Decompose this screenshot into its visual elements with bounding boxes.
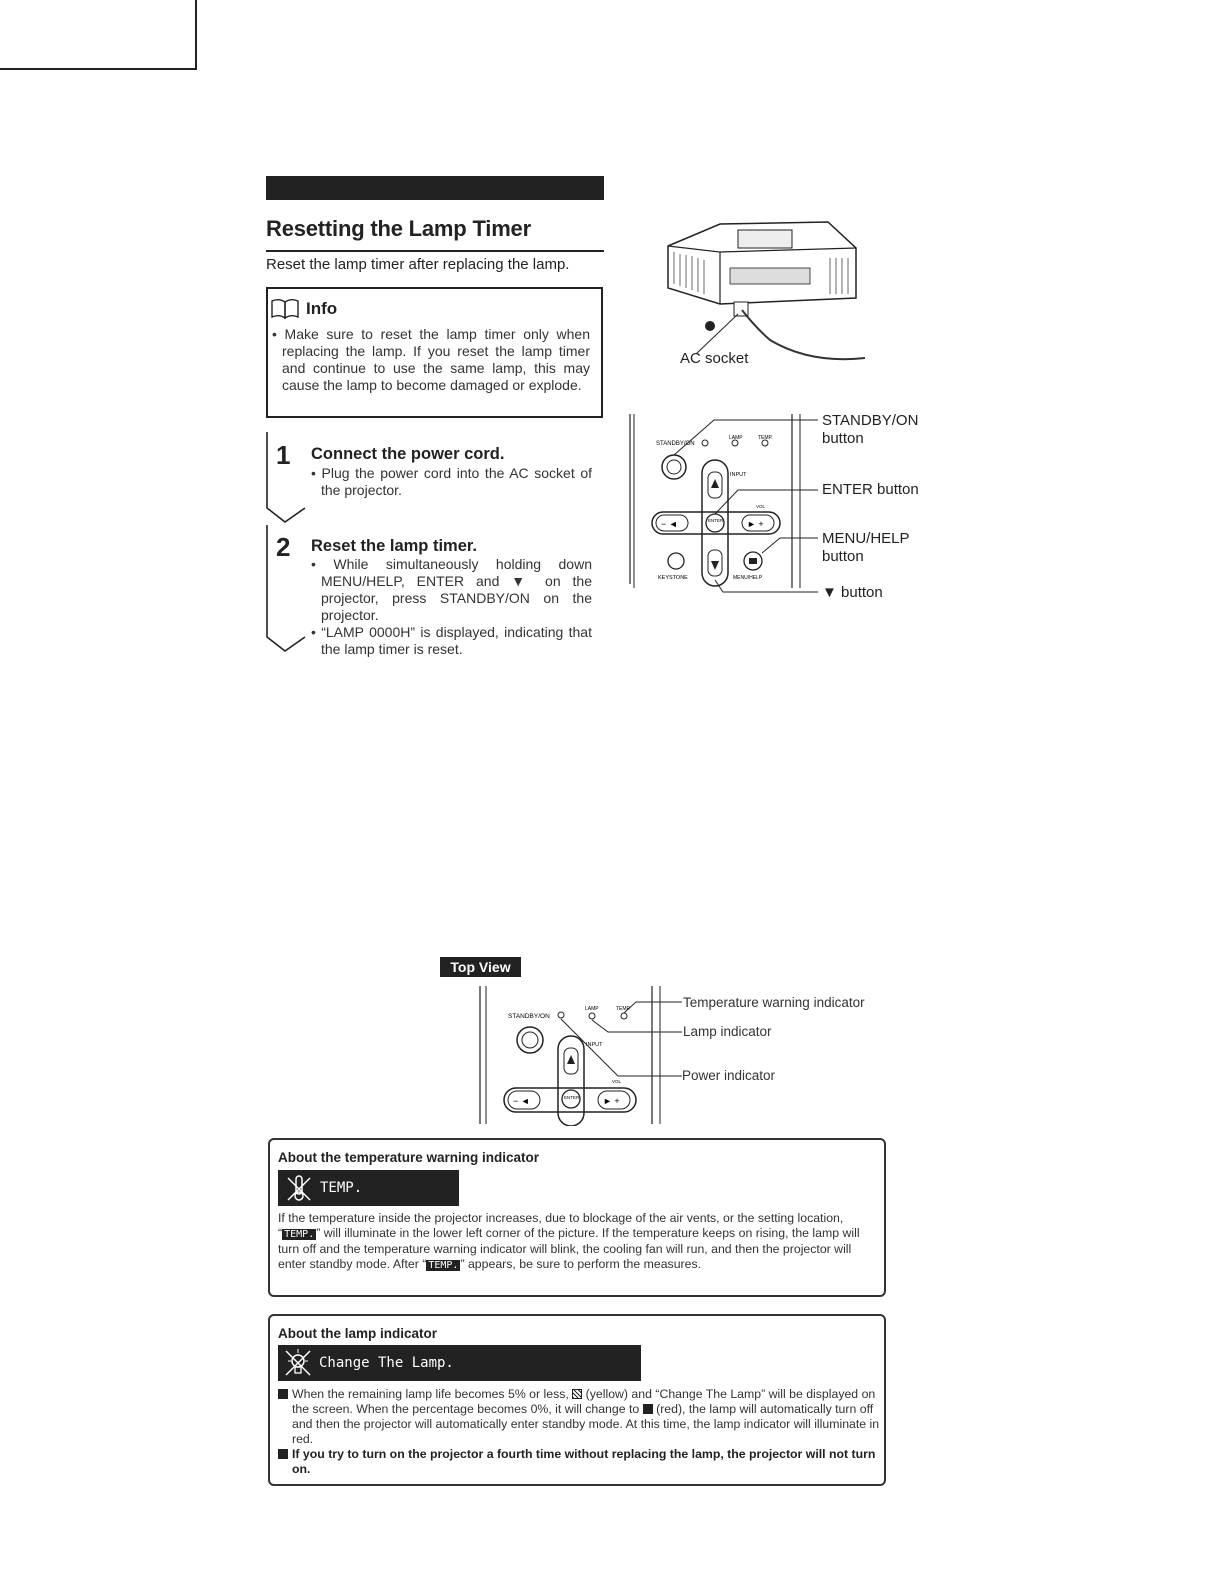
temp-warning-icon: [286, 1174, 312, 1202]
lamp-warning-icon: [284, 1349, 312, 1377]
info-bullet: Make sure to reset the lamp timer only when replacing the lamp. If you reset the lamp timer and continue to use the same lamp, this may cause the lamp to become damaged or explode.: [282, 326, 590, 393]
top-view-panel: [478, 986, 688, 1126]
section-bar: [266, 176, 604, 200]
input-label: INPUT: [730, 472, 747, 478]
temp-osd-text: TEMP.: [320, 1180, 363, 1196]
svg-text:ENTER: ENTER: [564, 1095, 580, 1100]
svg-text:TEMP.: TEMP.: [616, 1006, 631, 1012]
inline-temp-osd: TEMP.: [284, 1229, 315, 1240]
down-button-callout: ▼ button: [822, 584, 883, 601]
about-lamp-text: [278, 1387, 880, 1477]
lamp-osd: [278, 1345, 641, 1381]
step-2-number: 2: [276, 532, 291, 562]
standby-button-callout: STANDBY/ON button: [822, 412, 919, 447]
svg-text:► +: ► +: [747, 519, 764, 529]
standby-label: STANDBY/ON: [656, 441, 695, 447]
title-rule: [266, 250, 604, 252]
step-1-text: • Plug the power cord into the AC socket of the projector.: [311, 465, 593, 498]
lamp-osd-text: Change The Lamp.: [319, 1355, 454, 1371]
top-view-badge: Top View: [440, 957, 521, 977]
book-icon: [270, 298, 302, 320]
lamp-label: LAMP: [729, 435, 743, 441]
keystone-label: KEYSTONE: [658, 575, 688, 581]
svg-text:INPUT: INPUT: [586, 1042, 603, 1048]
temp-osd: [278, 1170, 459, 1206]
lamp-indicator-callout: Lamp indicator: [683, 1024, 772, 1039]
enter-label: ENTER: [708, 518, 724, 523]
intro-text: Reset the lamp timer after replacing the lamp.: [266, 256, 570, 273]
temp-label: TEMP.: [758, 435, 773, 441]
red-indicator-icon: [643, 1404, 653, 1414]
info-text: • Make sure to reset the lamp timer only when replacing the lamp. If you reset the lamp timer and continue to use the same lamp, this may cause the lamp to become damaged or explode.: [272, 326, 590, 393]
step-1-number: 1: [276, 440, 291, 470]
inline-temp-osd-2: TEMP.: [428, 1260, 459, 1271]
svg-text:► +: ► +: [603, 1096, 620, 1106]
svg-text:STANDBY/ON: STANDBY/ON: [508, 1013, 550, 1020]
svg-text:VOL: VOL: [612, 1079, 622, 1084]
step-2-title: Reset the lamp timer.: [311, 537, 477, 555]
enter-button-callout: ENTER button: [822, 481, 919, 498]
menu-button-callout: MENU/HELP button: [822, 530, 910, 565]
svg-text:− ◄: − ◄: [513, 1096, 530, 1106]
svg-text:LAMP: LAMP: [585, 1006, 599, 1012]
ac-socket-label: AC socket: [680, 350, 749, 367]
info-heading: Info: [306, 299, 338, 318]
vol-label: VOL: [756, 504, 766, 509]
step-1-title: Connect the power cord.: [311, 445, 505, 463]
power-indicator-callout: Power indicator: [682, 1068, 776, 1083]
yellow-indicator-icon: [572, 1389, 582, 1399]
lamp-bullet-2: If you try to turn on the projector a fourth time without replacing the lamp, the projector will not turn on.: [278, 1447, 880, 1477]
corner-frame: [0, 0, 197, 70]
about-temp-text: If the temperature inside the projector increases, due to blockage of the air vents, or the setting location, “ TEMP. ” will illuminate in the lower left corner of the picture. If the temperature keeps on rising, the lamp will turn off and the temperature warning indicator will blink, the cooling fan will run, and then the projector will enter standby mode. After “ TEMP. ” appears, be sure to perform the measures.: [278, 1211, 860, 1271]
menu-label: MENU/HELP: [733, 575, 763, 581]
about-temp-title: About the temperature warning indicator: [278, 1150, 540, 1165]
about-lamp-title: About the lamp indicator: [278, 1326, 438, 1341]
step-2-text: • While simultaneously holding down MENU/HELP, ENTER and ▼ on the projector, press STANDBY/ON on the projector. • “LAMP 0000H” is displayed, indicating that the lamp timer is reset.: [311, 556, 592, 657]
temp-indicator-callout: Temperature warning indicator: [683, 995, 865, 1010]
page-title: Resetting the Lamp Timer: [266, 216, 531, 241]
svg-text:− ◄: − ◄: [661, 519, 678, 529]
lamp-bullet-1: When the remaining lamp life becomes 5% or less, (yellow) and “Change The Lamp” will be displayed on the screen. When the percentage becomes 0%, it will change to (red), the lamp will automatically turn off and then the projector will automatically enter standby mode. At this time, the lamp indicator will illuminate in red.: [278, 1387, 880, 1447]
